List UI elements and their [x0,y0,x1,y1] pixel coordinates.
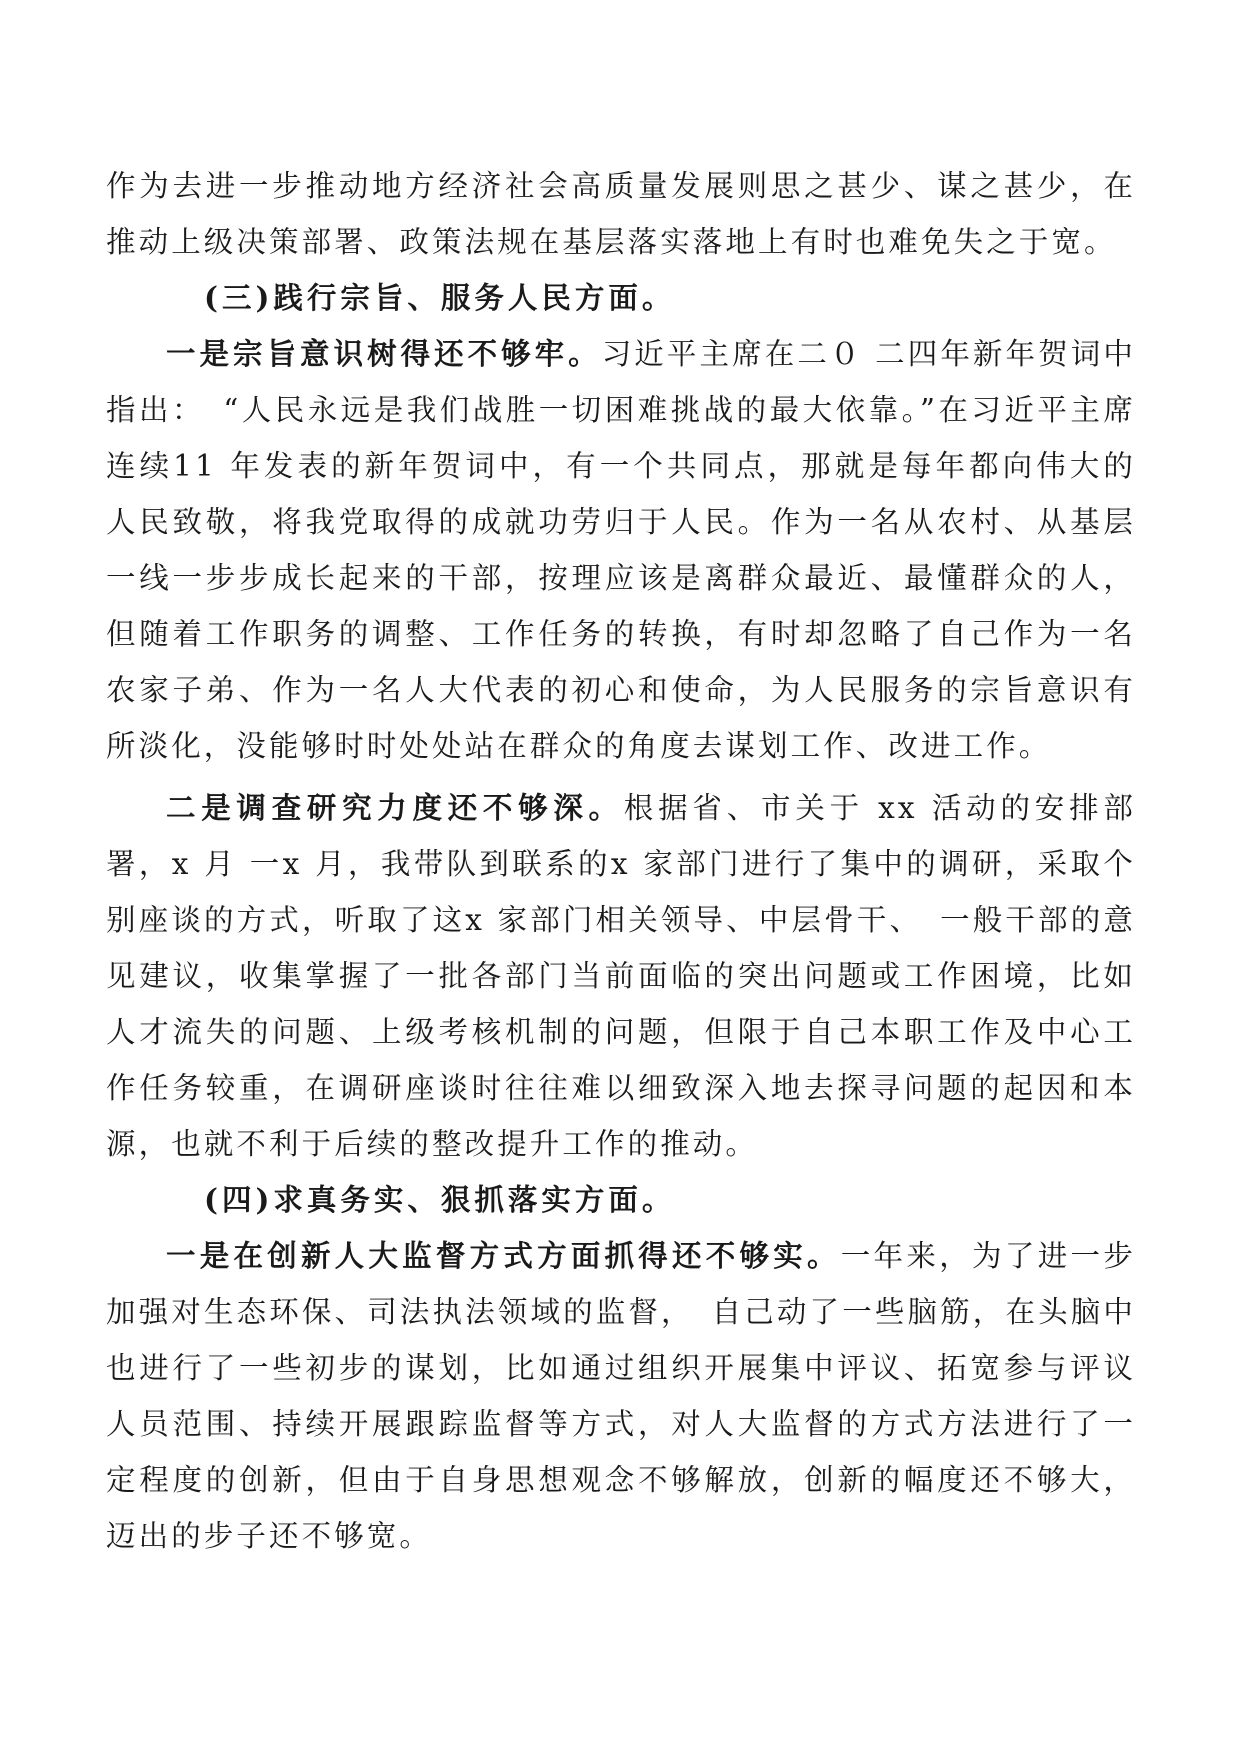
paragraph-lead: 一是宗旨意识树得还不够牢。 [166,336,602,371]
paragraph-continued [106,158,1136,270]
document-body [106,158,1136,1564]
paragraph-supervision [106,1228,1136,1564]
paragraph-purpose-awareness [106,326,1136,774]
section-heading-3: (三)践行宗旨、服务人民方面。 [204,280,676,315]
paragraph-text: 一年来，为了进一步加强对生态环保、司法执法领域的监督， 自己动了一些脑筋，在头脑中也进行了一些初步的谋划，比如通过组织开展集中评议、拓宽参与评议人员范围、持续开展跟踪监督等方式，对人大监督的方式方法进行了一定程度的创新，但由于自身思想观念不够解放，创新的幅度还不够大，迈出的步子还不够宽。 [106,1239,1136,1553]
paragraph-text: 根据省、市关于 xx 活动的安排部署，x 月 一x 月，我带队到联系的x 家部门进行了集中的调研，采取个别座谈的方式，听取了这x 家部门相关领导、中层骨干、 一般干部的意见建议，收集掌握了一批各部门当前面临的突出问题或工作困境，比如人才流失的问题、上级考核机制的问题，但限于自己本职工作及中心工作任务较重，在调研座谈时往往难以细致深入地去探寻问题的起因和本源，也就不利于后续的整改提升工作的推动。 [106,791,1136,1161]
paragraph-lead: 一是在创新人大监督方式方面抓得还不够实。 [166,1238,841,1273]
section-heading-4: (四)求真务实、狠抓落实方面。 [204,1182,676,1217]
paragraph-lead: 二是调查研究力度还不够深。 [166,790,624,825]
paragraph-research [106,780,1136,1172]
paragraph-text: 作为去进一步推动地方经济社会高质量发展则思之甚少、谋之甚少，在推动上级决策部署、政策法规在基层落实落地上有时也难免失之于宽。 [106,169,1136,259]
paragraph-text: 习近平主席在二０ 二四年新年贺词中指出： “人民永远是我们战胜一切困难挑战的最大依靠。”在习近平主席连续11 年发表的新年贺词中，有一个共同点，那就是每年都向伟大的人民致敬，将我党取得的成就功劳归于人民。作为一名从农村、从基层一线一步步成长起来的干部，按理应该是离群众最近、最懂群众的人，但随着工作职务的调整、工作任务的转换，有时却忽略了自己作为一名农家子弟、作为一名人大代表的初心和使命，为人民服务的宗旨意识有所淡化，没能够时时处处站在群众的角度去谋划工作、改进工作。 [106,337,1136,763]
